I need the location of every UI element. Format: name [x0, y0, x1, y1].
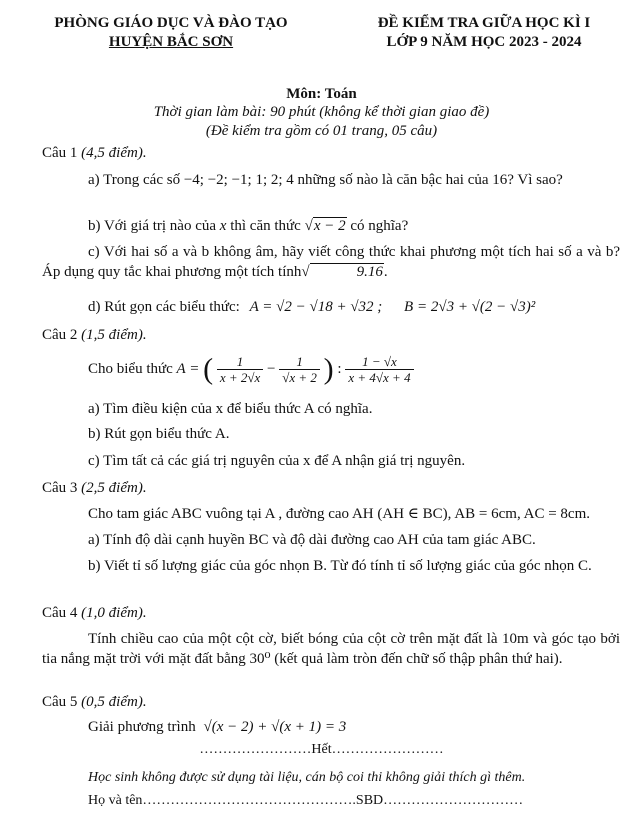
candidate-info-line: Họ và tên……………………………………….SBD…………………………: [88, 793, 524, 808]
q5-equation: [88, 717, 346, 737]
q2-heading: [42, 325, 147, 345]
q2-fraction-1: $\frac{1}{x + 2√x}$: [217, 354, 263, 385]
q4-text: Tính chiều cao của một cột cờ, biết bóng của cột cờ trên mặt đất là 10m và góc tạo bởi tia nắng mặt trời với mặt đất bằng 30⁰ (kết quả làm tròn đến chữ số thập phân thứ hai).: [42, 631, 620, 667]
q1-b-pre: b) Với giá trị nào của: [88, 218, 217, 234]
q2-part-a: a) Tìm điều kiện của x để biểu thức A có nghĩa.: [88, 401, 373, 417]
q2-points: (1,5 điểm).: [81, 327, 147, 343]
exam-grade-year: LỚP 9 NĂM HỌC 2023 - 2024: [386, 34, 582, 50]
q3-part-b: b) Viết tỉ số lượng giác của góc nhọn B. Từ đó tính tỉ số lượng giác của góc nhọn C.: [88, 558, 592, 574]
q1-c-radicand: 9.16: [310, 263, 384, 280]
district-name: HUYỆN BẮC SƠN: [108, 34, 234, 50]
q5-intro: Giải phương trình: [88, 719, 196, 735]
q3-part-a: a) Tính độ dài cạnh huyền BC và độ dài đường cao AH của tam giác ABC.: [88, 532, 536, 548]
q5-points: (0,5 điểm).: [81, 694, 147, 710]
q2-fraction-2: $\frac{1}{√x + 2}$: [279, 354, 320, 385]
subject-title: Môn: Toán: [286, 86, 357, 102]
exam-title: ĐỀ KIỂM TRA GIỮA HỌC KÌ I: [377, 15, 591, 31]
q1-d-expr-b: B = 2√3 + √(2 − √3)²: [404, 299, 536, 315]
exam-note: (Đề kiểm tra gồm có 01 trang, 05 câu): [205, 123, 438, 139]
department-name: PHÒNG GIÁO DỤC VÀ ĐÀO TẠO: [54, 15, 288, 31]
q2-minus: −: [267, 361, 276, 377]
q3-intro: Cho tam giác ABC vuông tại A , đường cao AH (AH ∈ BC), AB = 6cm, AC = 8cm.: [88, 506, 590, 522]
time-limit: Thời gian làm bài: 90 phút (không kể thời gian giao đề): [153, 104, 490, 120]
q5-eq: √(x − 2) + √(x + 1) = 3: [203, 719, 347, 735]
q2-lhs: A =: [176, 361, 200, 377]
q4-heading: [42, 603, 147, 623]
header-right: [338, 14, 630, 52]
q1-d-pre: d) Rút gọn các biểu thức:: [88, 299, 240, 315]
q1-d-expr-a: A = √2 − √18 + √32 ;: [249, 299, 383, 315]
q1-c-text: c) Với hai số a và b không âm, hãy viết công thức khai phương một tích hai số a và b? Áp dụng quy tắc khai phương một tích tính: [42, 244, 620, 280]
q1-b-mid: thì căn thức: [230, 218, 301, 234]
header-left: [30, 14, 312, 52]
q1-part-b: b) Với giá trị nào của x thì căn thức √x − 2 có nghĩa?: [88, 218, 409, 234]
q1-points: (4,5 điểm).: [81, 145, 147, 161]
q1-heading: [42, 143, 147, 163]
end-marker: ……………………Hết……………………: [199, 742, 444, 757]
q2-fraction-3: $\frac{1 - √x}{x + 4√x + 4}$: [345, 354, 413, 385]
q5-title: Câu 5: [42, 694, 78, 710]
q2-title: Câu 2: [42, 327, 78, 343]
q1-title: Câu 1: [42, 145, 78, 161]
q3-title: Câu 3: [42, 480, 78, 496]
q2-part-b: b) Rút gọn biểu thức A.: [88, 426, 230, 442]
q5-heading: [42, 692, 147, 712]
q1-b-radicand: x − 2: [313, 218, 346, 234]
q1-part-c: c) Với hai số a và b không âm, hãy viết công thức khai phương một tích hai số a và b? Áp dụng quy tắc khai phương một tích tính√ 9.16.: [42, 244, 620, 280]
q3-heading: [42, 478, 147, 498]
q1-part-a: a) Trong các số −4; −2; −1; 1; 2; 4 những số nào là căn bậc hai của 16? Vì sao?: [88, 172, 563, 188]
footer-note: Học sinh không được sử dụng tài liệu, cán bộ coi thi không giải thích gì thêm.: [88, 770, 526, 785]
q4-title: Câu 4: [42, 605, 78, 621]
q2-expression: Cho biểu thức A = ( $\frac{1}{x + 2√x}$ − $\frac{1}{√x + 2}$ ) : $\frac{1 - √x}{x + 4√x + 4}$: [88, 352, 414, 387]
q2-part-c: c) Tìm tất cả các giá trị nguyên của x để A nhận giá trị nguyên.: [88, 453, 466, 469]
q2-intro: Cho biểu thức: [88, 361, 173, 377]
q2-divide: :: [337, 361, 342, 377]
q4-points: (1,0 điểm).: [81, 605, 147, 621]
q3-points: (2,5 điểm).: [81, 480, 147, 496]
q1-part-d: [88, 297, 535, 317]
q1-b-var: x: [219, 218, 227, 234]
q1-b-post: có nghĩa?: [350, 218, 409, 234]
